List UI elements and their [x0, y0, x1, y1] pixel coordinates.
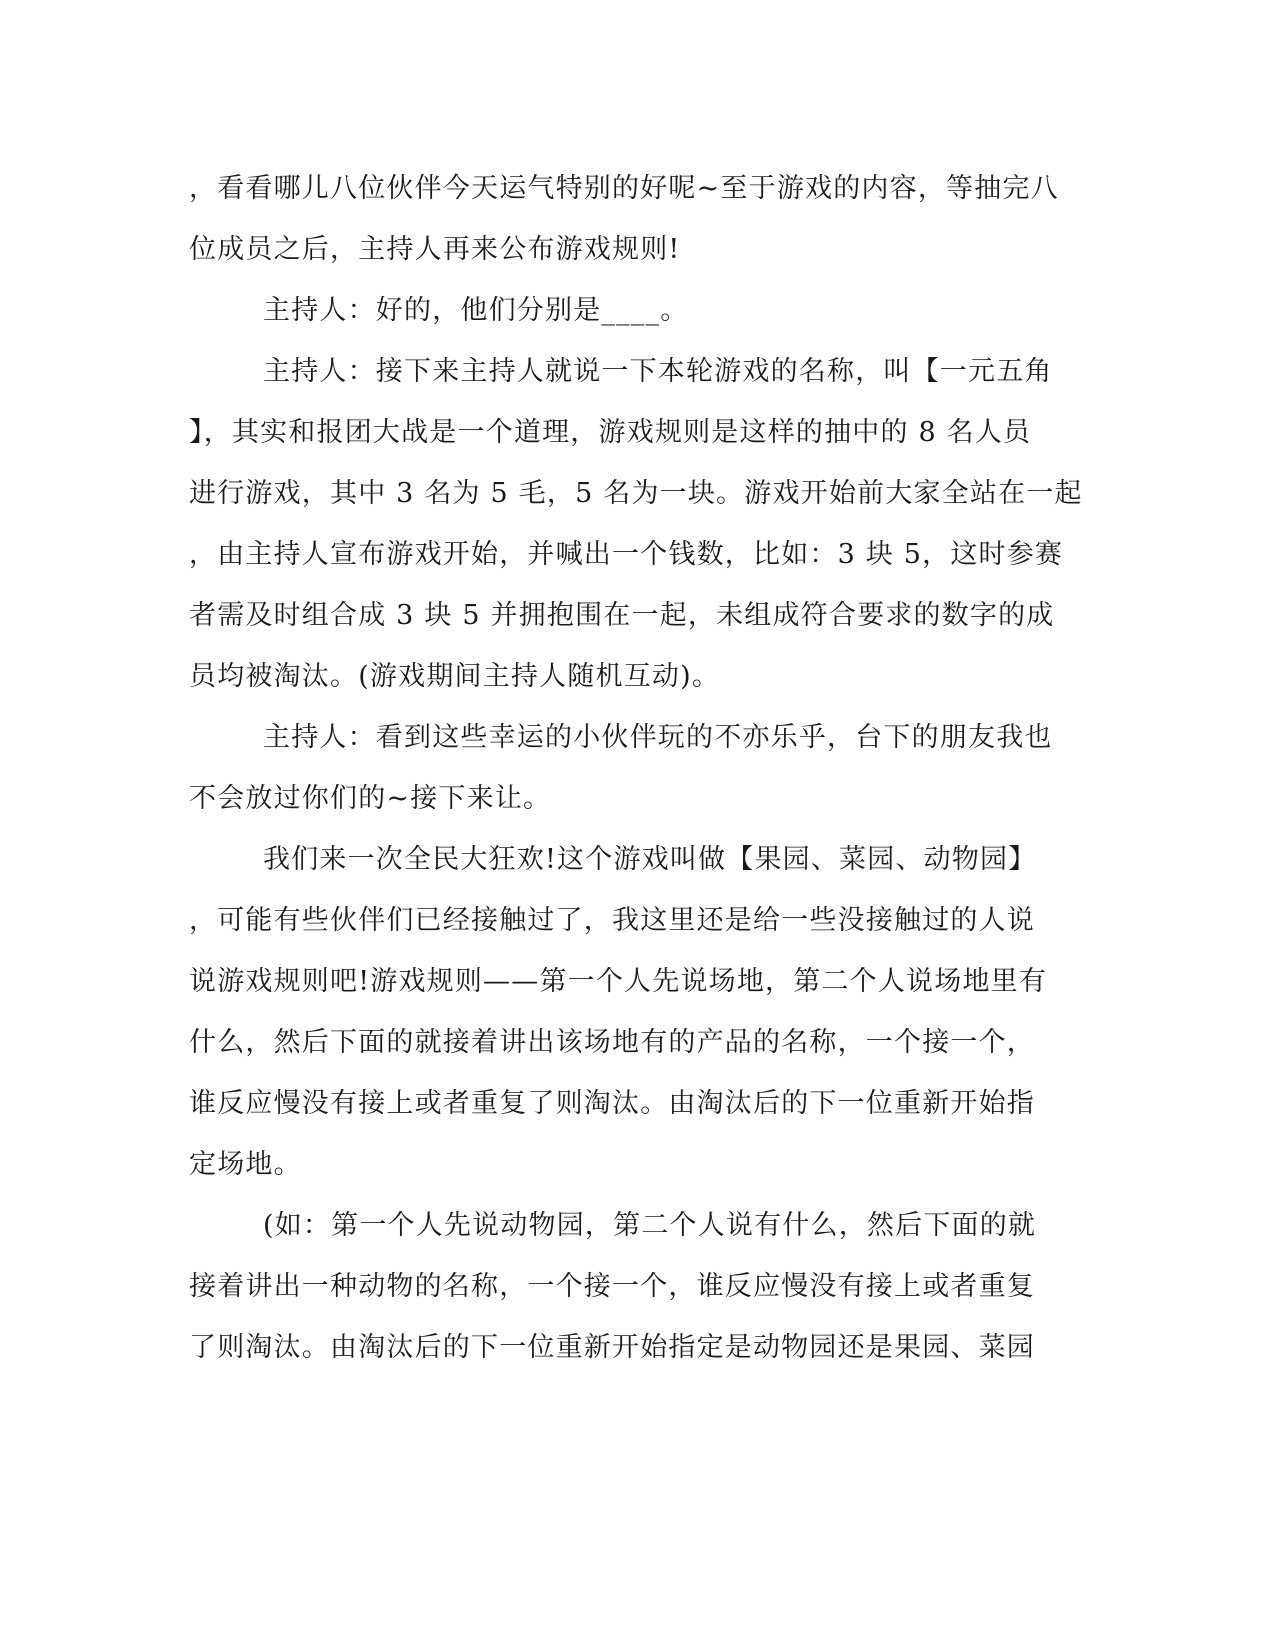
text-line: 什么，然后下面的就接着讲出该场地有的产品的名称，一个接一个，	[189, 1027, 1035, 1058]
text-line: 位成员之后，主持人再来公布游戏规则!	[189, 234, 681, 265]
text-line: ，由主持人宣布游戏开始，并喊出一个钱数，比如：3 块 5，这时参赛	[189, 539, 1064, 570]
text-line: 谁反应慢没有接上或者重复了则淘汰。由淘汰后的下一位重新开始指	[189, 1088, 1035, 1119]
text-line: 我们来一次全民大狂欢!这个游戏叫做【果园、菜园、动物园】	[263, 844, 1037, 875]
text-line: 定场地。	[189, 1149, 302, 1180]
text-line: 】，其实和报团大战是一个道理，游戏规则是这样的抽中的 8 名人员	[189, 417, 1032, 448]
text-line: 不会放过你们的~接下来让。	[189, 783, 552, 814]
text-line: 说游戏规则吧!游戏规则——第一个人先说场地，第二个人说场地里有	[189, 966, 1048, 997]
text-line: ，可能有些伙伴们已经接触过了，我这里还是给一些没接触过的人说	[189, 905, 1035, 936]
text-line: 进行游戏，其中 3 名为 5 毛，5 名为一块。游戏开始前大家全站在一起	[189, 478, 1083, 509]
text-line: 主持人：好的，他们分别是____。	[263, 295, 689, 326]
document-body	[189, 158, 1083, 1378]
text-line: 主持人：看到这些幸运的小伙伴玩的不亦乐乎，台下的朋友我也	[263, 722, 1053, 753]
text-line: 了则淘汰。由淘汰后的下一位重新开始指定是动物园还是果园、菜园	[189, 1332, 1035, 1363]
text-line: 接着讲出一种动物的名称，一个接一个，谁反应慢没有接上或者重复	[189, 1271, 1035, 1302]
text-line: 者需及时组合成 3 块 5 并拥抱围在一起，未组成符合要求的数字的成	[189, 600, 1055, 631]
text-line: 员均被淘汰。(游戏期间主持人随机互动)。	[189, 661, 721, 692]
text-line: 主持人：接下来主持人就说一下本轮游戏的名称，叫【一元五角	[263, 356, 1053, 387]
text-line: ，看看哪儿八位伙伴今天运气特别的好呢~至于游戏的内容，等抽完八	[189, 173, 1059, 204]
text-line: (如：第一个人先说动物园，第二个人说有什么，然后下面的就	[263, 1210, 1037, 1241]
